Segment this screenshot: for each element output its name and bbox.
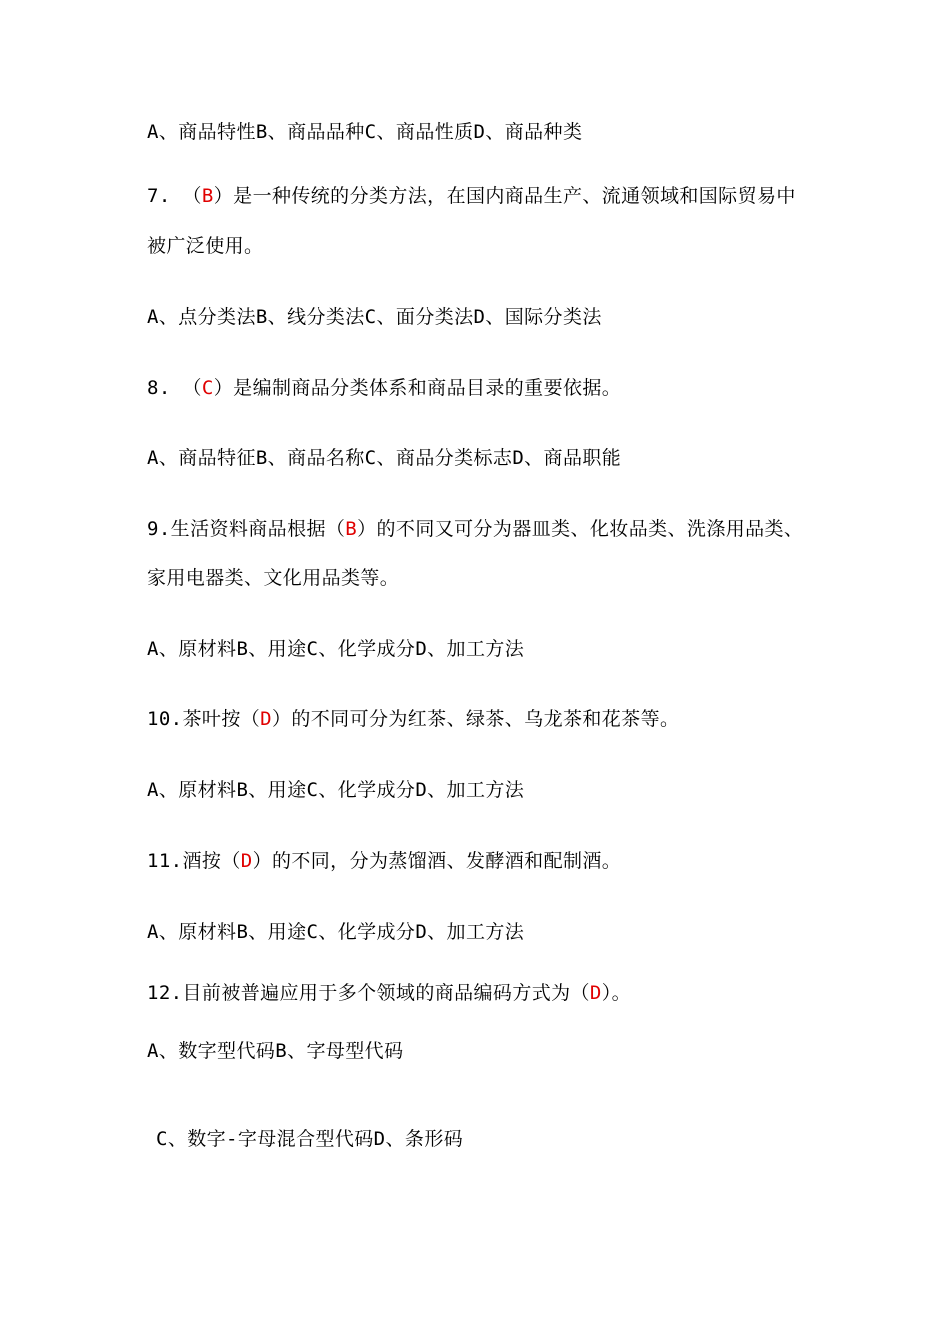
q8-options: A、商品特征B、商品名称C、商品分类标志D、商品职能	[147, 447, 622, 469]
q10-question	[147, 707, 679, 731]
q11-prefix: 11.酒按（	[147, 850, 241, 872]
q7-options: A、点分类法B、线分类法C、面分类法D、国际分类法	[147, 306, 602, 328]
q7-text: ）是一种传统的分类方法，在国内商品生产、流通领域和国际贸易中	[213, 185, 796, 207]
q11-text: ）的不同，分为蒸馏酒、发酵酒和配制酒。	[252, 850, 622, 872]
q9-question-continued: 家用电器类、文化用品类等。	[147, 567, 400, 589]
q9-prefix: 9.生活资料商品根据（	[147, 518, 346, 540]
q7-question-continued: 被广泛使用。	[147, 235, 264, 257]
q10-options: A、原材料B、用途C、化学成分D、加工方法	[147, 779, 525, 801]
q12-prefix: 12.目前被普遍应用于多个领域的商品编码方式为（	[147, 982, 590, 1004]
q7-answer: B	[201, 185, 214, 207]
q12-question	[147, 981, 631, 1005]
q10-prefix: 10.茶叶按（	[147, 708, 261, 730]
q9-question	[147, 517, 803, 541]
q8-answer: C	[201, 377, 214, 399]
q6-options: A、商品特性B、商品品种C、商品性质D、商品种类	[147, 121, 583, 143]
q7-prefix: 7. （	[147, 185, 202, 207]
q8-question	[147, 376, 621, 400]
q12-options-line2: C、数字-字母混合型代码D、条形码	[156, 1128, 464, 1150]
q12-answer: D	[589, 982, 602, 1004]
q9-text: ）的不同又可分为器皿类、化妆品类、洗涤用品类、	[357, 518, 804, 540]
q8-text: ）是编制商品分类体系和商品目录的重要依据。	[213, 377, 622, 399]
q11-question	[147, 849, 621, 873]
q9-options: A、原材料B、用途C、化学成分D、加工方法	[147, 638, 525, 660]
q7-question	[147, 184, 796, 208]
q8-prefix: 8. （	[147, 377, 202, 399]
q10-text: ）的不同可分为红茶、绿茶、乌龙茶和花茶等。	[271, 708, 680, 730]
q11-answer: D	[240, 850, 253, 872]
q11-options: A、原材料B、用途C、化学成分D、加工方法	[147, 921, 525, 943]
q12-options-line1: A、数字型代码B、字母型代码	[147, 1040, 404, 1062]
q10-answer: D	[260, 708, 272, 730]
q12-text: ）。	[601, 982, 632, 1004]
q9-answer: B	[345, 518, 358, 540]
